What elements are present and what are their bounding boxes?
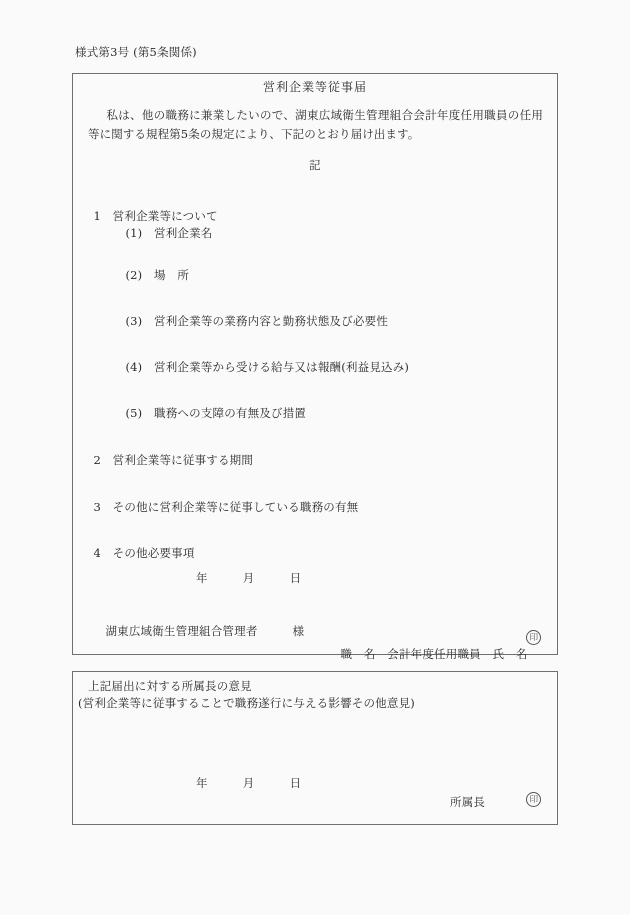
opinion-subheading: (営利企業等に従事することで職務遂行に与える影響その他意見)	[78, 696, 415, 710]
subitem-1-1-marker: (1)	[125, 225, 143, 240]
section-2	[78, 434, 253, 487]
section-2-number: 2	[93, 452, 101, 467]
subitem-1-4-marker: (4)	[125, 359, 143, 374]
opinion-date-line: 年 月 日	[196, 776, 302, 790]
subitem-1-1-label: 営利企業名	[154, 225, 213, 240]
section-3-number: 3	[93, 499, 101, 514]
subitem-1-2-label: 場 所	[154, 267, 190, 282]
seal-glyph: 印	[529, 632, 538, 643]
seal-stamp-icon	[526, 630, 541, 645]
supervisor-signer-label: 所属長	[450, 795, 486, 809]
subitem-1-2-marker: (2)	[125, 267, 143, 282]
addressee-name: 湖東広域衛生管理組合管理者	[105, 624, 258, 638]
section-1-label: 営利企業等について	[112, 208, 218, 223]
section-1-number: 1	[93, 208, 101, 223]
subitem-1-5-marker: (5)	[125, 405, 143, 420]
subitem-1-4-label: 営利企業等から受ける給与又は報酬(利益見込み)	[154, 359, 410, 374]
submitter-role-value: 会計年度任用職員	[387, 647, 481, 661]
section-4-number: 4	[93, 545, 101, 560]
submitter-line	[325, 632, 528, 676]
submitter-role-label: 職 名	[340, 647, 376, 661]
document-title: 営利企業等従事届	[262, 80, 367, 94]
ki-marker: 記	[309, 158, 321, 172]
subitem-1-5	[110, 387, 306, 440]
opinion-heading: 上記届出に対する所属長の意見	[88, 679, 252, 693]
submitter-name-label: 氏 名	[492, 647, 528, 661]
lead-paragraph: 私は、他の職務に兼業したいので、湖東広域衛生管理組合会計年度任用職員の任用等に関する規程第5条の規定により、下記のとおり届け出ます。	[88, 108, 543, 141]
addressee-honorific: 様	[292, 624, 305, 638]
supervisor-seal-glyph: 印	[529, 794, 538, 805]
subitem-1-3-marker: (3)	[125, 313, 143, 328]
section-3-label: その他に営利企業等に従事している職務の有無	[112, 499, 359, 514]
section-4-label: その他必要事項	[112, 545, 195, 560]
section-4	[78, 527, 195, 580]
section-2-label: 営利企業等に従事する期間	[112, 452, 254, 467]
addressee-line	[90, 609, 304, 653]
subitem-1-3-label: 営利企業等の業務内容と勤務状態及び必要性	[154, 313, 389, 328]
form-code-label: 様式第3号 (第5条関係)	[75, 45, 197, 59]
subitem-1-5-label: 職務への支障の有無及び措置	[154, 405, 307, 420]
submission-date-line: 年 月 日	[196, 571, 302, 585]
supervisor-seal-stamp-icon	[526, 792, 541, 807]
